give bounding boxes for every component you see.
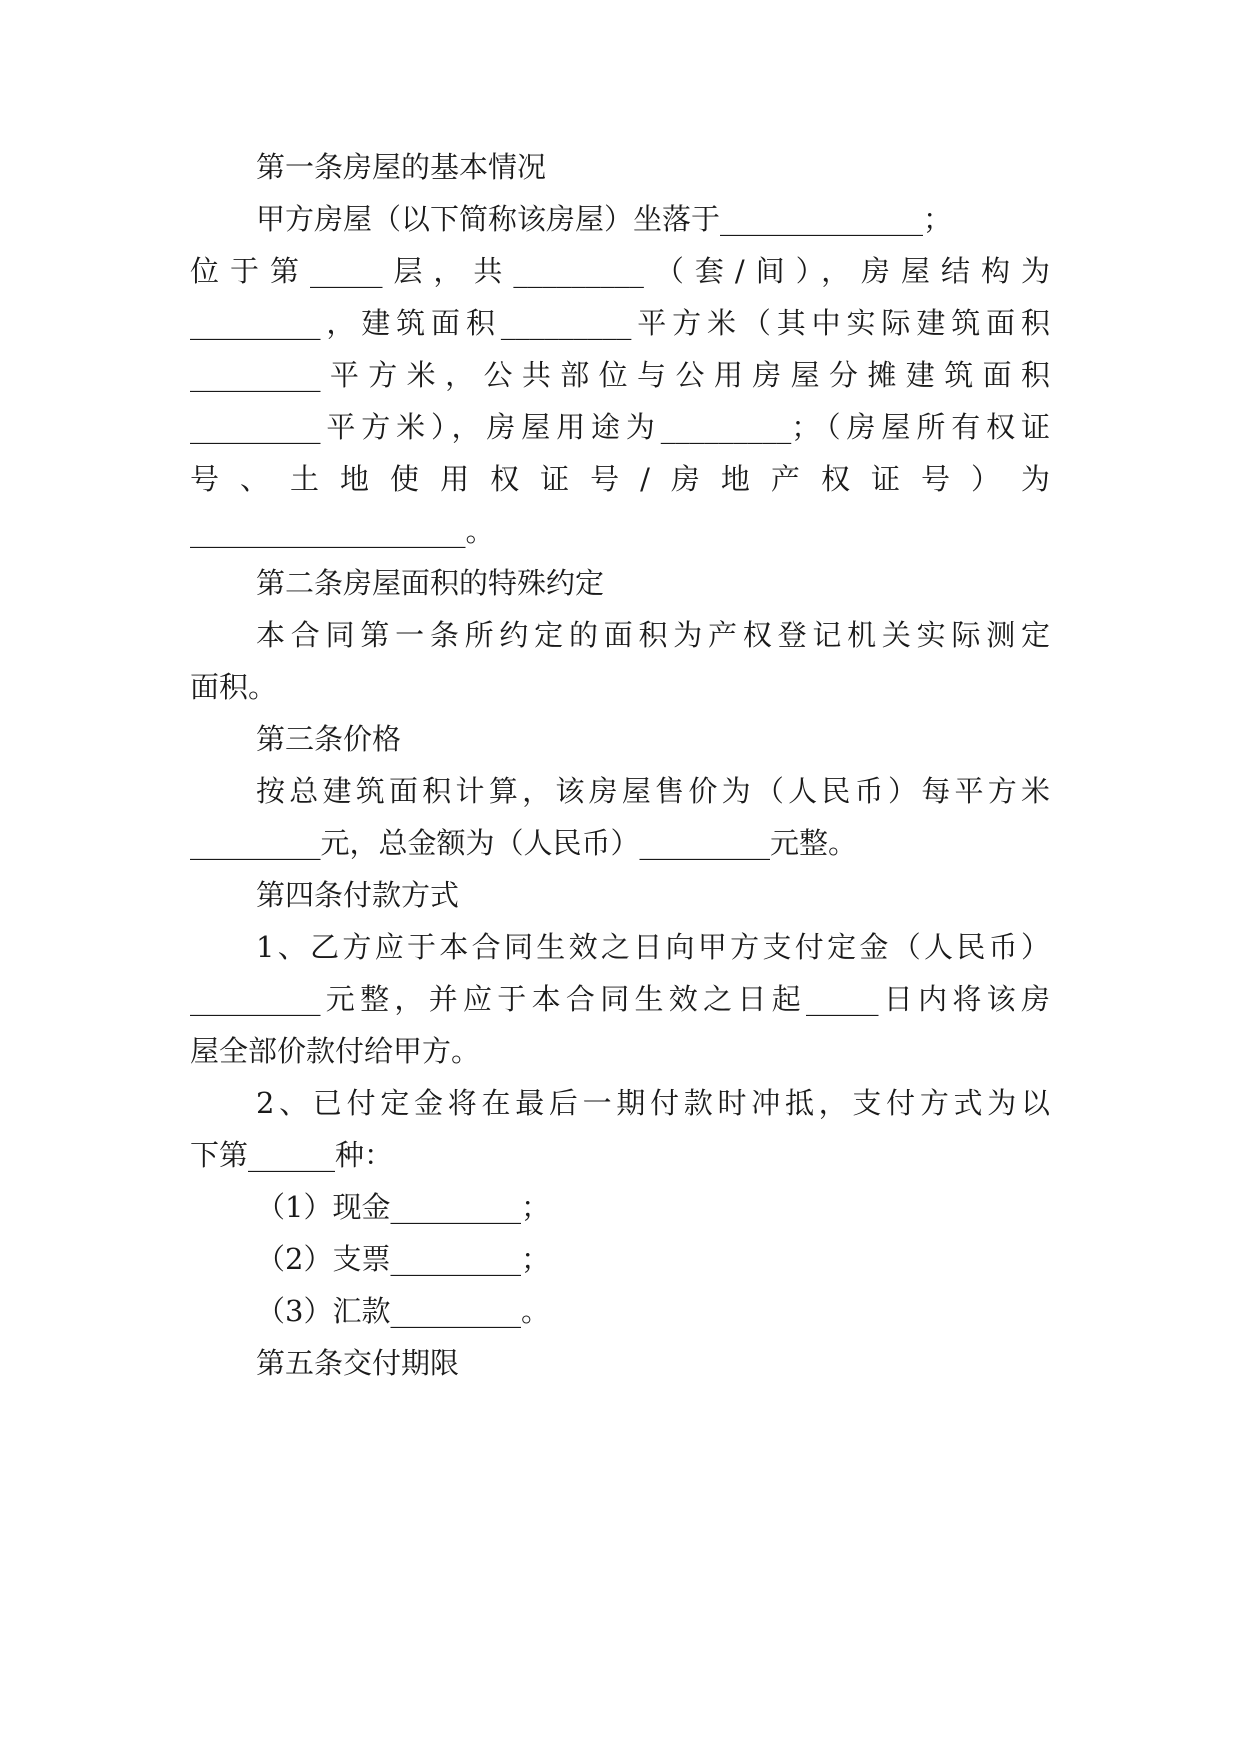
section-heading-1: 第一条房屋的基本情况	[256, 150, 547, 184]
section-heading-4: 第四条付款方式	[256, 878, 460, 912]
paragraph-line: 按总建筑面积计算，该房屋售价为（人民币）每平方米	[256, 774, 1050, 808]
list-item: （1）现金_________；	[256, 1190, 550, 1224]
section-heading-2: 第二条房屋面积的特殊约定	[256, 566, 605, 600]
paragraph-line: _________元，总金额为（人民币）_________元整。	[190, 826, 858, 860]
paragraph-line: _________，建筑面积_________平方米（其中实际建筑面积	[190, 306, 1050, 340]
paragraph-line: 下第______种：	[190, 1138, 394, 1172]
paragraph-line: ___________________。	[190, 514, 495, 548]
paragraph-line: 2、已付定金将在最后一期付款时冲抵，支付方式为以	[256, 1086, 1050, 1120]
section-heading-5: 第五条交付期限	[256, 1346, 460, 1380]
paragraph-line: 面积。	[190, 670, 278, 704]
paragraph-line: 屋全部价款付给甲方。	[190, 1034, 481, 1068]
paragraph-line: _________平方米），房屋用途为_________；（房屋所有权证	[190, 410, 1050, 444]
paragraph-line: 甲方房屋（以下简称该房屋）坐落于______________；	[256, 202, 953, 236]
list-item: （3）汇款_________。	[256, 1294, 550, 1328]
paragraph-line: 本合同第一条所约定的面积为产权登记机关实际测定	[256, 618, 1050, 652]
paragraph-line: _________元整，并应于本合同生效之日起_____日内将该房	[190, 982, 1050, 1016]
paragraph-line: 位于第_____层，共_________（套/间），房屋结构为	[190, 254, 1050, 288]
list-item: （2）支票_________；	[256, 1242, 550, 1276]
paragraph-line: 1、乙方应于本合同生效之日向甲方支付定金（人民币）	[256, 930, 1050, 964]
section-heading-3: 第三条价格	[256, 722, 402, 756]
paragraph-line: 号、土地使用权证号/房地产权证号）为	[190, 462, 1050, 496]
paragraph-line: _________平方米，公共部位与公用房屋分摊建筑面积	[190, 358, 1050, 392]
